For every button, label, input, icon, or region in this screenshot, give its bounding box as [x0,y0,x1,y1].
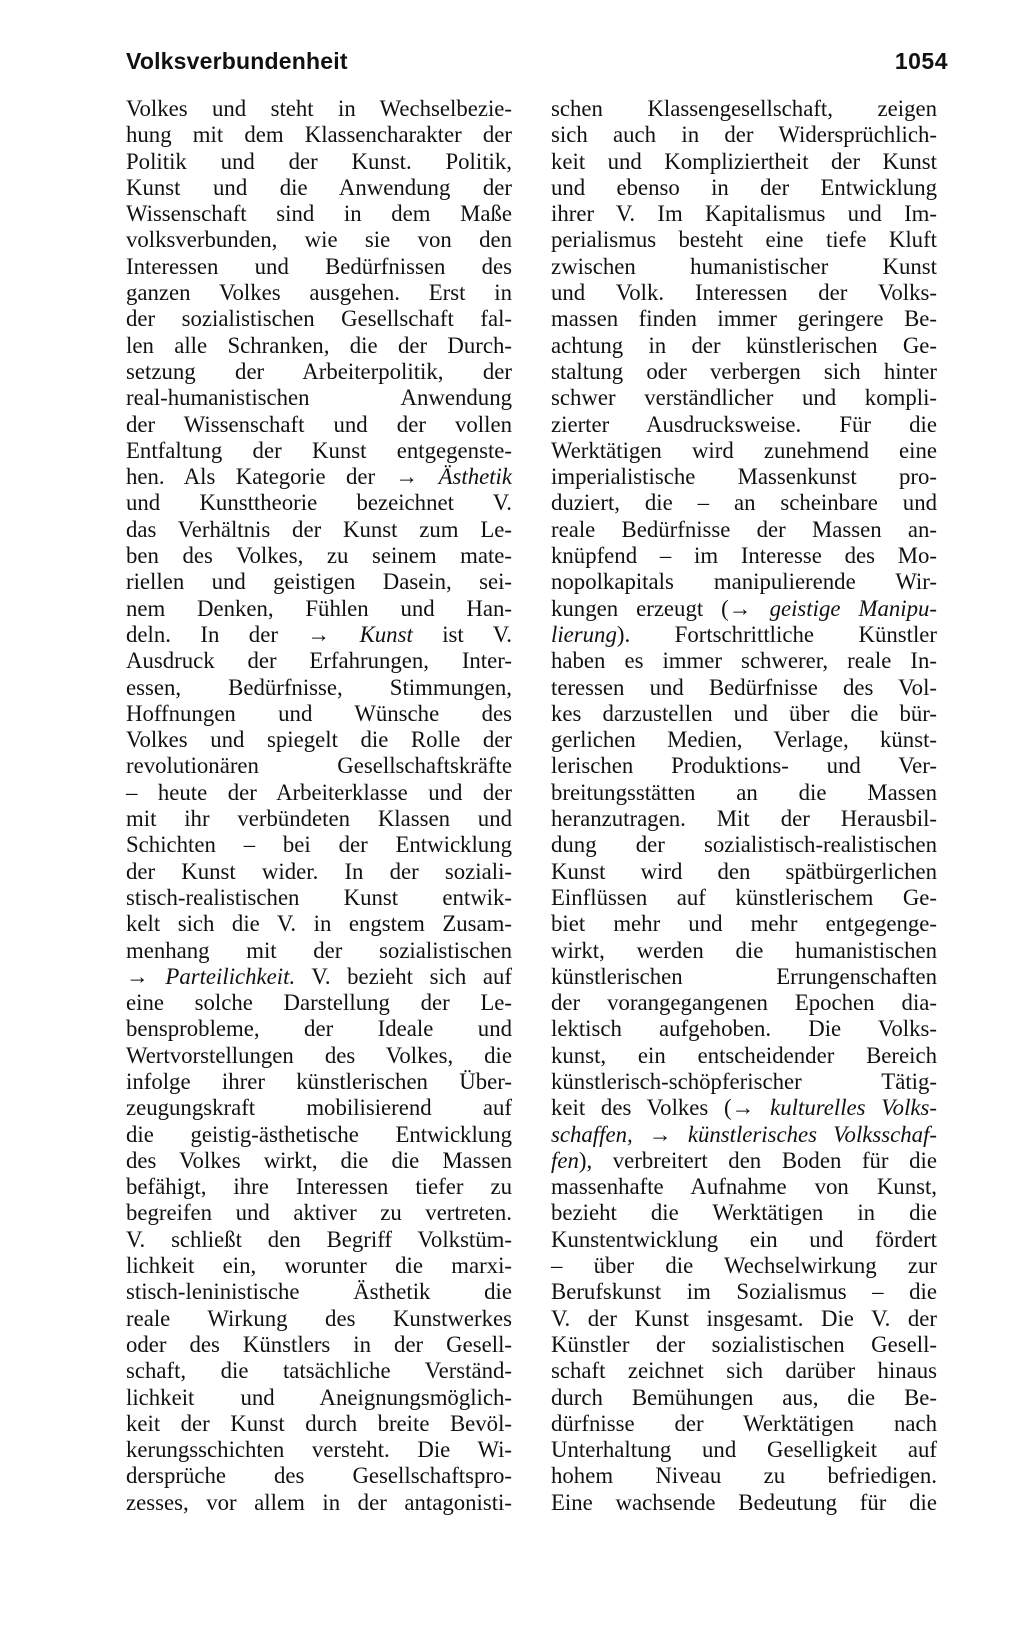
text-line [551,1358,937,1384]
text-line [551,780,937,806]
text-run: Volkes und steht in Wechselbezie- [126,96,512,121]
text-run: Hoffnungen und Wünsche des [126,700,512,726]
text-line [126,438,512,464]
italic-reference: fen [551,1147,579,1173]
text-run: hen. Als Kategorie der → [126,464,439,490]
running-header [126,48,948,82]
text-line [126,701,512,727]
text-line [551,490,937,516]
text-run: imperialistische Massenkunst pro- [551,464,937,490]
text-run: begreifen und aktiver zu vertreten. [126,1200,512,1226]
text-line [126,543,512,569]
text-line [126,1253,512,1279]
text-line [551,438,937,464]
text-run: die geistig-ästhetische Entwicklung [126,1121,512,1147]
italic-reference: Ästhetik [438,464,512,490]
text-run: revolutionären Gesellschaftskräfte [126,753,512,779]
text-line [126,359,512,385]
text-line [551,464,937,490]
text-run: ganzen Volkes ausgehen. Erst in [126,280,512,306]
text-line [126,1069,512,1095]
text-run: riellen und geistigen Dasein, sei- [126,569,512,595]
text-run: Ausdruck der Erfahrungen, Inter- [126,648,512,674]
text-run: teressen und Bedürfnisse des Vol- [551,674,937,700]
italic-reference: kulturelles Volks- [770,1095,937,1121]
text-line [551,1095,937,1121]
text-line [126,1437,512,1463]
text-run: oder des Künstlers in der Gesell- [126,1331,512,1357]
text-line [126,175,512,201]
text-line [126,280,512,306]
text-line [551,596,937,622]
italic-reference: Parteilichkeit. [165,963,296,989]
text-run: schen Klassengesellschaft, zeigen [551,96,937,121]
text-run: V. der Kunst insgesamt. Die V. der [551,1305,937,1331]
text-run: volksverbunden, wie sie von den [126,227,512,253]
text-line [551,911,937,937]
text-run: Entfaltung der Kunst entgegenste- [126,437,512,463]
text-run: – über die Wechselwirkung zur [551,1253,937,1279]
text-run: Schichten – bei der Entwicklung [126,832,512,858]
text-run: kunst, ein entscheidender Bereich [551,1042,937,1068]
text-run: ben des Volkes, zu seinem mate- [126,543,512,569]
text-run: sich auch in der Widersprüchlich- [551,122,937,148]
text-run: der vorangegangenen Epochen dia- [551,990,937,1016]
text-run: keit der Kunst durch breite Bevöl- [126,1410,512,1436]
text-run: Berufskunst im Sozialismus – die [551,1279,937,1305]
text-line [126,648,512,674]
left-column [126,96,512,1516]
text-run: eine solche Darstellung der Le- [126,990,512,1016]
text-line [126,1279,512,1305]
text-run: wirkt, werden die humanistischen [551,937,937,963]
text-line [551,227,937,253]
text-run: Eine wachsende Bedeutung für die [551,1489,937,1515]
text-line [551,201,937,227]
text-line [126,517,512,543]
text-run: staltung oder verbergen sich hinter [551,358,937,384]
text-line [551,1279,937,1305]
text-run: setzung der Arbeiterpolitik, der [126,358,512,384]
text-line [551,701,937,727]
text-line [551,1016,937,1042]
text-line [551,622,937,648]
text-line [551,517,937,543]
text-run: schaft zeichnet sich darüber hinaus [551,1358,937,1384]
text-line [126,1174,512,1200]
text-run: künstlerischen Errungenschaften [551,963,937,989]
text-line [126,1148,512,1174]
text-run: V. bezieht sich auf [295,963,512,989]
text-line [551,1437,937,1463]
text-line [126,780,512,806]
text-run: hohem Niveau zu befriedigen. [551,1463,937,1489]
text-line [551,938,937,964]
text-run: lektisch aufgehoben. Die Volks- [551,1016,937,1042]
text-line [126,254,512,280]
text-run: Kunst wird den spätbürgerlichen [551,858,937,884]
text-run: der Wissenschaft und der vollen [126,411,512,437]
text-run: ). Fortschrittliche Künstler [616,621,937,647]
text-line [126,596,512,622]
text-line [126,1200,512,1226]
text-run: bezieht die Werktätigen in die [551,1200,937,1226]
text-run: schwer verständlicher und kompli- [551,385,937,411]
text-run: Interessen und Bedürfnissen des [126,253,512,279]
text-line [126,1490,512,1516]
text-run: Einflüssen auf künstlerischem Ge- [551,884,937,910]
italic-reference: schaffen, [551,1121,633,1147]
text-line [551,543,937,569]
text-run: lerischen Produktions- und Ver- [551,753,937,779]
text-line [551,1253,937,1279]
text-run: mit ihr verbündeten Klassen und [126,806,512,832]
text-run: Volkes und spiegelt die Rolle der [126,727,512,753]
text-line [126,306,512,332]
text-run: Kunst und die Anwendung der [126,174,512,200]
text-run: reale Wirkung des Kunstwerkes [126,1305,512,1331]
text-run: breitungsstätten an die Massen [551,779,937,805]
text-run: das Verhältnis der Kunst zum Le- [126,516,512,542]
text-run: hung mit dem Klassencharakter der [126,122,512,148]
text-line [551,122,937,148]
text-line [126,964,512,990]
text-line [551,359,937,385]
text-line [126,622,512,648]
text-line [126,938,512,964]
page-number: 1054 [894,48,948,74]
text-run: zeugungskraft mobilisierend auf [126,1095,512,1121]
text-run: essen, Bedürfnisse, Stimmungen, [126,674,512,700]
text-line [551,1385,937,1411]
italic-reference: lierung [551,621,617,647]
text-line [126,333,512,359]
text-run: bensprobleme, der Ideale und [126,1016,512,1042]
text-line [551,385,937,411]
text-run: kelt sich die V. in engstem Zusam- [126,911,512,937]
text-run: stisch-realistischen Kunst entwik- [126,884,512,910]
text-line [126,832,512,858]
text-run: – heute der Arbeiterklasse und der [126,779,512,805]
text-line [126,1122,512,1148]
text-line [126,569,512,595]
text-run: Werktätigen wird zunehmend eine [551,437,937,463]
text-run: massen finden immer geringere Be- [551,306,937,332]
text-line [551,1490,937,1516]
text-line [551,306,937,332]
text-run: → [126,963,166,989]
text-run: durch Bemühungen aus, die Be- [551,1384,937,1410]
text-run: des Volkes wirkt, die die Massen [126,1147,512,1173]
text-line [126,412,512,438]
text-line [126,1016,512,1042]
text-run: der Kunst wider. In der soziali- [126,858,512,884]
text-run: heranzutragen. Mit der Herausbil- [551,806,937,832]
text-run: keit des Volkes (→ [551,1095,771,1121]
text-line [551,254,937,280]
text-run: kungen erzeugt (→ [551,595,770,621]
text-run: Wertvorstellungen des Volkes, die [126,1042,512,1068]
text-line [126,727,512,753]
text-run: duziert, die – an scheinbare und [551,490,937,516]
text-line [126,1306,512,1332]
text-line [126,1095,512,1121]
text-line [551,990,937,1016]
text-line [551,675,937,701]
text-line [126,464,512,490]
text-line [126,385,512,411]
text-line [126,1358,512,1384]
text-run: dung der sozialistisch-realistischen [551,832,937,858]
text-line [126,1227,512,1253]
text-line [551,1332,937,1358]
text-line [126,911,512,937]
text-line [551,1411,937,1437]
text-run: Unterhaltung und Geselligkeit auf [551,1437,937,1463]
text-run: zwischen humanistischer Kunst [551,253,937,279]
text-run: Wissenschaft sind in dem Maße [126,201,512,227]
text-line [126,201,512,227]
text-line [126,227,512,253]
text-run: Kunstentwicklung ein und fördert [551,1226,937,1252]
text-line [551,806,937,832]
text-run: und ebenso in der Entwicklung [551,174,937,200]
right-column [551,96,937,1516]
text-run: achtung in der künstlerischen Ge- [551,332,937,358]
text-line [551,569,937,595]
text-line [551,1463,937,1489]
text-run: Künstler der sozialistischen Gesell- [551,1331,937,1357]
text-run: schaft, die tatsächliche Verständ- [126,1358,512,1384]
text-line [551,753,937,779]
text-run: perialismus besteht eine tiefe Kluft [551,227,937,253]
text-line [126,96,512,122]
text-line [551,1148,937,1174]
text-line [551,885,937,911]
text-run: stisch-leninistische Ästhetik die [126,1279,512,1305]
text-line [551,964,937,990]
text-run: len alle Schranken, die der Durch- [126,332,512,358]
text-line [126,122,512,148]
text-run: nem Denken, Fühlen und Han- [126,595,512,621]
text-run: zesses, vor allem in der antagonisti- [126,1489,512,1515]
text-line [126,885,512,911]
text-line [551,96,937,122]
text-run: knüpfend – im Interesse des Mo- [551,543,937,569]
text-line [551,1227,937,1253]
text-run: ist V. [412,621,513,647]
text-line [551,1174,937,1200]
text-run: der sozialistischen Gesellschaft fal- [126,306,512,332]
text-run: → [632,1121,688,1147]
text-run: künstlerisch-schöpferischer Tätig- [551,1068,937,1094]
text-line [551,1122,937,1148]
text-run: kes darzustellen und über die bür- [551,700,937,726]
text-run: zierter Ausdrucksweise. Für die [551,411,937,437]
text-run: befähigt, ihre Interessen tiefer zu [126,1174,512,1200]
italic-reference: geistige Manipu- [769,595,937,621]
text-line [551,727,937,753]
text-line [551,1069,937,1095]
text-run: nopolkapitals manipulierende Wir- [551,569,937,595]
text-run: dürfnisse der Werktätigen nach [551,1410,937,1436]
text-line [126,1332,512,1358]
text-line [126,1463,512,1489]
text-line [126,490,512,516]
text-line [551,1200,937,1226]
text-line [126,149,512,175]
italic-reference: Kunst [359,621,413,647]
text-run: Politik und der Kunst. Politik, [126,148,512,174]
text-run: V. schließt den Begriff Volkstüm- [126,1226,512,1252]
text-line [551,1306,937,1332]
text-run: menhang mit der sozialistischen [126,937,512,963]
text-run: lichkeit ein, worunter die marxi- [126,1253,512,1279]
text-run: und Kunsttheorie bezeichnet V. [126,490,512,516]
text-line [126,1411,512,1437]
text-line [551,859,937,885]
text-line [551,149,937,175]
text-line [126,859,512,885]
header-title: Volksverbundenheit [126,48,348,74]
text-run: real-humanistischen Anwendung [126,385,512,411]
text-line [126,675,512,701]
text-run: deln. In der → [126,621,360,647]
text-line [551,333,937,359]
text-line [551,412,937,438]
text-run: ), verbreitert den Boden für die [578,1147,937,1173]
text-line [551,175,937,201]
text-run: und Volk. Interessen der Volks- [551,280,937,306]
text-run: lichkeit und Aneignungsmöglich- [126,1384,512,1410]
text-line [551,1043,937,1069]
text-run: dersprüche des Gesellschaftspro- [126,1463,512,1489]
text-line [551,648,937,674]
text-run: infolge ihrer künstlerischen Über- [126,1068,512,1094]
text-run: biet mehr und mehr entgegenge- [551,911,937,937]
text-line [126,1043,512,1069]
text-run: ihrer V. Im Kapitalismus und Im- [551,201,937,227]
text-line [126,753,512,779]
text-line [551,280,937,306]
text-run: gerlichen Medien, Verlage, künst- [551,727,937,753]
text-line [126,806,512,832]
text-run: keit und Kompliziertheit der Kunst [551,148,937,174]
text-line [126,1385,512,1411]
text-line [126,990,512,1016]
text-run: reale Bedürfnisse der Massen an- [551,516,937,542]
text-run: kerungsschichten versteht. Die Wi- [126,1437,512,1463]
text-run: massenhafte Aufnahme von Kunst, [551,1174,937,1200]
italic-reference: künstlerisches Volksschaf- [687,1121,937,1147]
text-run: haben es immer schwerer, reale In- [551,648,937,674]
text-line [551,832,937,858]
